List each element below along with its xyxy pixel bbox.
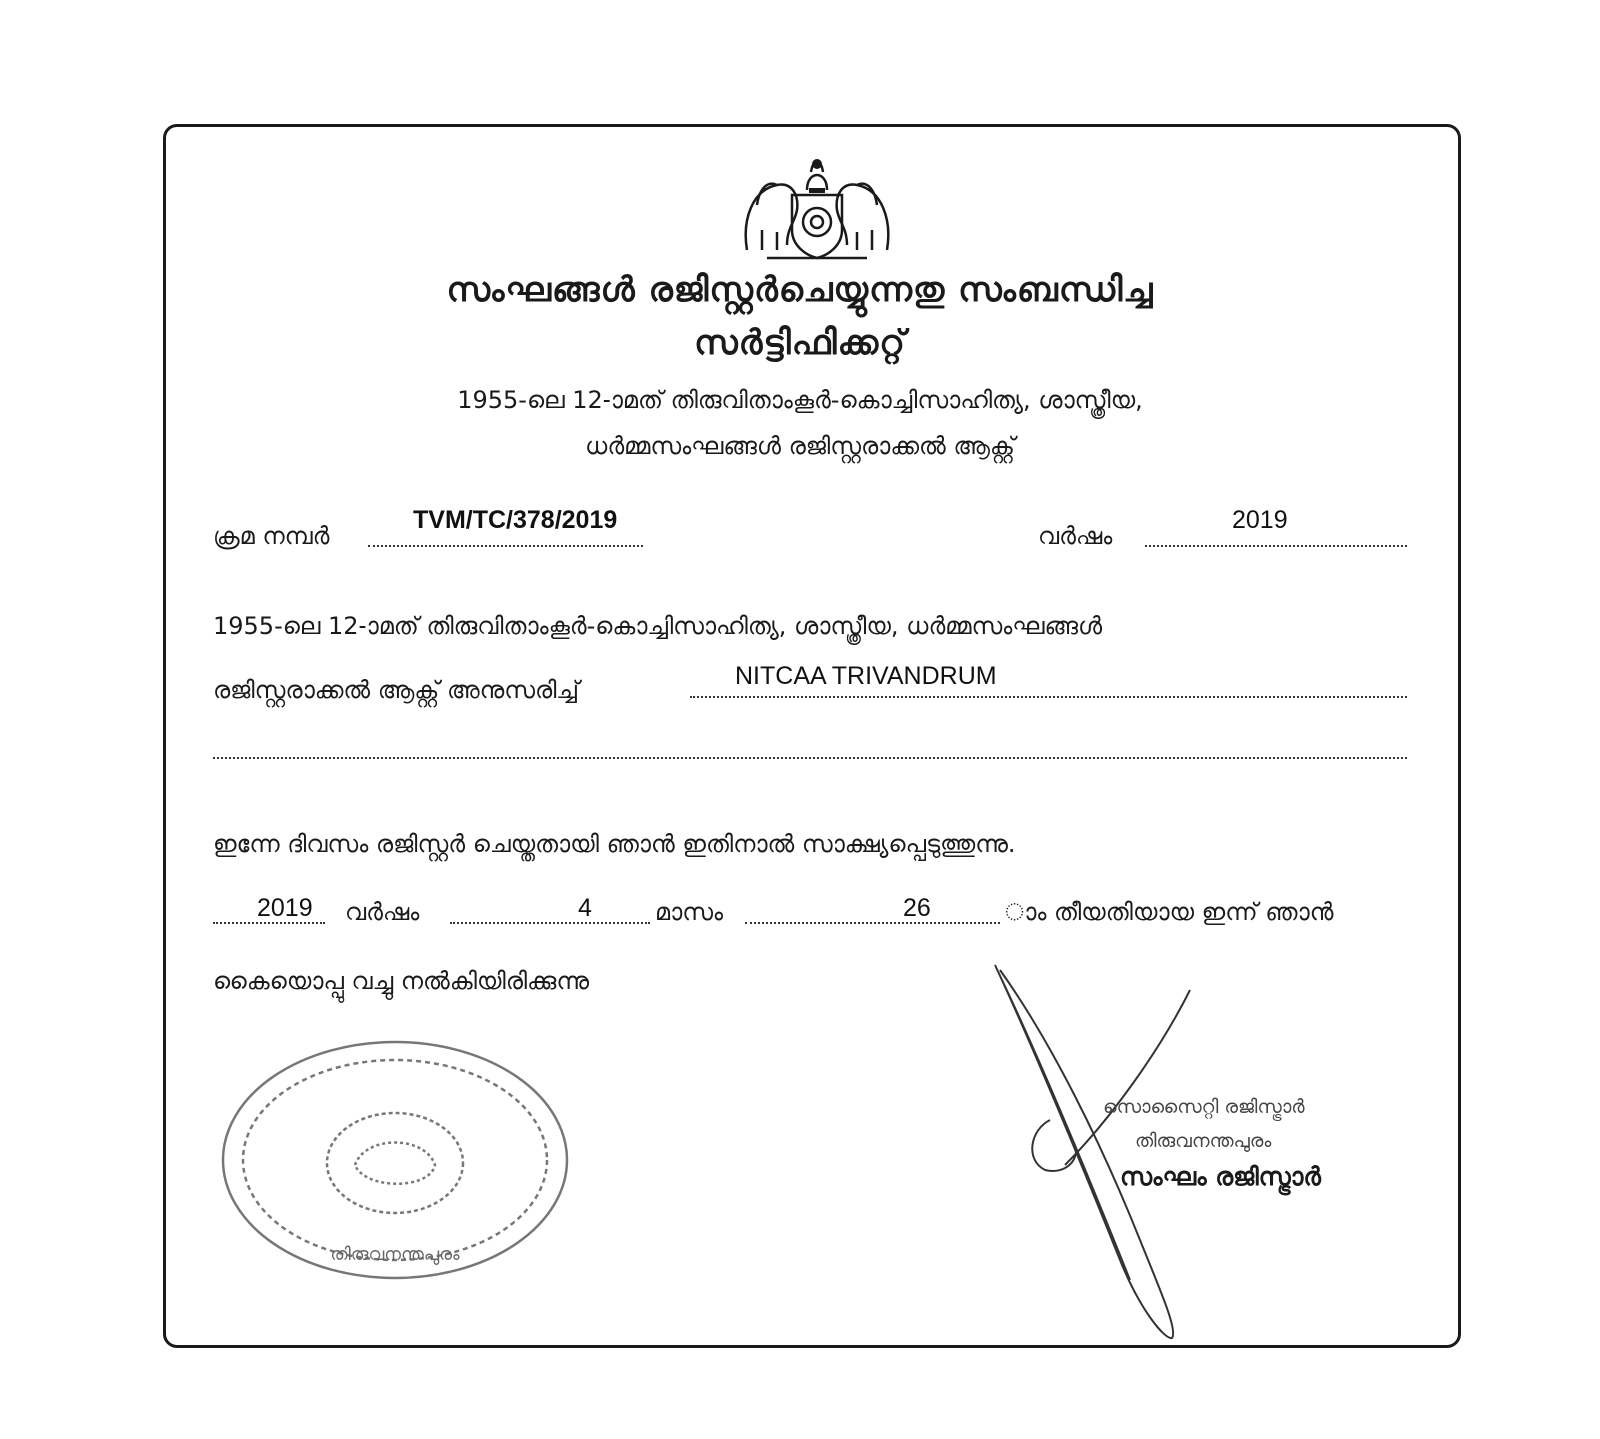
signature-stamp-line1: സൊസൈറ്റി രജിസ്ട്രാർ bbox=[1103, 1096, 1305, 1118]
kerala-emblem-icon bbox=[737, 150, 897, 265]
act-reference-label: രജിസ്റ്റരാക്കൽ ആക്റ്റ് അനുസരിച്ച് bbox=[213, 676, 580, 704]
date-month-value: 4 bbox=[578, 894, 592, 922]
body-line5: കൈയൊപ്പു വച്ചു നൽകിയിരിക്കുന്നു bbox=[213, 967, 590, 995]
date-month-dotted-line bbox=[450, 922, 650, 924]
registrar-designation: സംഘം രജിസ്ട്രാർ bbox=[1120, 1162, 1321, 1191]
society-name-dotted-line bbox=[690, 696, 1407, 698]
serial-number-dotted-line bbox=[368, 545, 643, 547]
serial-number-label: ക്രമ നമ്പർ bbox=[213, 522, 330, 550]
blank-dotted-line bbox=[213, 757, 1407, 759]
date-day-dotted-line bbox=[745, 922, 1000, 924]
certificate-title-line1: സംഘങ്ങൾ രജിസ്റ്റർചെയ്യുന്നതു സംബന്ധിച്ച bbox=[446, 270, 1154, 310]
act-subtitle-line2: ധർമ്മസംഘങ്ങൾ രജിസ്റ്റരാക്കൽ ആക്റ്റ് bbox=[585, 432, 1015, 460]
year-value: 2019 bbox=[1232, 506, 1288, 534]
date-month-label: മാസം bbox=[655, 898, 724, 926]
office-seal-icon bbox=[215, 1035, 575, 1285]
year-dotted-line bbox=[1145, 545, 1407, 547]
society-name-value: NITCAA TRIVANDRUM bbox=[735, 662, 997, 690]
year-label: വർഷം bbox=[1038, 522, 1113, 550]
date-year-value: 2019 bbox=[257, 894, 313, 922]
date-day-value: 26 bbox=[903, 894, 931, 922]
seal-text: തിരുവനന്തപുരം bbox=[330, 1244, 460, 1265]
body-line1: 1955-ലെ 12-ാമത് തിരുവിതാംകൂർ-കൊച്ചിസാഹിത്യ, ശാസ്ത്രീയ, ധർമ്മസംഘങ്ങൾ bbox=[213, 612, 1103, 640]
act-subtitle-line1: 1955-ലെ 12-ാമത് തിരുവിതാംകൂർ-കൊച്ചിസാഹിത്യ, ശാസ്ത്രീയ, bbox=[457, 386, 1143, 414]
body-line3: ഇന്നേ ദിവസം രജിസ്റ്റർ ചെയ്തതായി ഞാൻ ഇതിനാൽ സാക്ഷ്യപ്പെടുത്തുന്നു. bbox=[213, 830, 1016, 858]
serial-number-value: TVM/TC/378/2019 bbox=[413, 506, 618, 534]
signature-stamp-line2: തിരുവനന്തപുരം bbox=[1135, 1130, 1272, 1152]
certificate-title-line2: സർട്ടിഫിക്കറ്റ് bbox=[694, 323, 906, 363]
date-day-suffix: ാം തീയതിയായ ഇന്ന് ഞാൻ bbox=[1005, 898, 1334, 926]
date-year-label: വർഷം bbox=[345, 898, 420, 926]
